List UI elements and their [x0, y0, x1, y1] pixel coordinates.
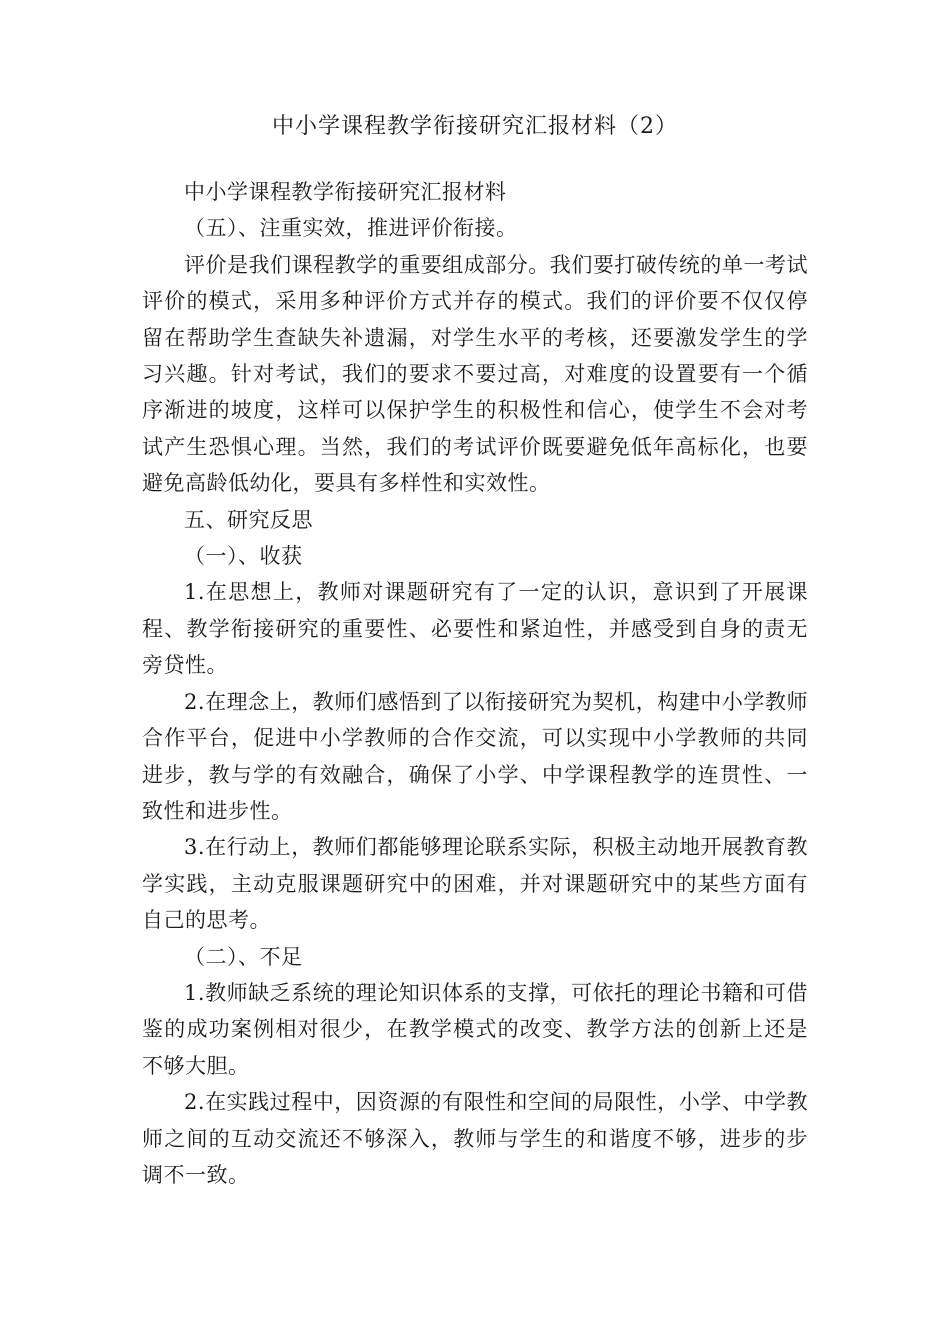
paragraph-evaluation: 评价是我们课程教学的重要组成部分。我们要打破传统的单一考试评价的模式，采用多种评价方式并存的模式。我们的评价要不仅仅停留在帮助学生查缺失补遗漏，对学生水平的考核，还要激发学生的学习兴趣。针对考试，我们的要求不要过高，对难度的设置要有一个循序渐进的坡度，这样可以保护学生的积极性和信心，使学生不会对考试产生恐惧心理。当然，我们的考试评价既要避免低年高标化，也要避免高龄低幼化，要具有多样性和实效性。 [142, 252, 808, 496]
paragraph-section-heading: 五、研究反思 [184, 507, 313, 532]
paragraph-list-item: 1.教师缺乏系统的理论知识体系的支撑，可依托的理论书籍和可借鉴的成功案例相对很少，在教学模式的改变、教学方法的创新上还是不够大胆。 [142, 980, 808, 1078]
paragraph-subtitle: 中小学课程教学衔接研究汇报材料 [184, 180, 507, 204]
paragraph-list-item: 1.在思想上，教师对课题研究有了一定的认识，意识到了开展课程、教学衔接研究的重要性、必要性和紧迫性，并感受到自身的责无旁贷性。 [142, 580, 808, 678]
paragraph-subsection-heading: （一）、收获 [184, 544, 303, 569]
paragraph-subsection-heading: （二）、不足 [184, 944, 303, 969]
paragraph-list-item: 3.在行动上，教师们都能够理论联系实际，积极主动地开展教育教学实践，主动克服课题研究中的困难，并对课题研究中的某些方面有自己的思考。 [142, 835, 808, 933]
paragraph-list-item: 2.在理念上，教师们感悟到了以衔接研究为契机，构建中小学教师合作平台，促进中小学教师的合作交流，可以实现中小学教师的共同进步，教与学的有效融合，确保了小学、中学课程教学的连贯性、一致性和进步性。 [142, 689, 808, 823]
paragraph-list-item: 2.在实践过程中，因资源的有限性和空间的局限性，小学、中学教师之间的互动交流还不够深入，教师与学生的和谐度不够，进步的步调不一致。 [142, 1090, 808, 1187]
document-title: 中小学课程教学衔接研究汇报材料（2） [272, 114, 678, 139]
document-body [142, 174, 808, 1193]
paragraph-section-heading: （五）、注重实效，推进评价衔接。 [184, 216, 518, 241]
